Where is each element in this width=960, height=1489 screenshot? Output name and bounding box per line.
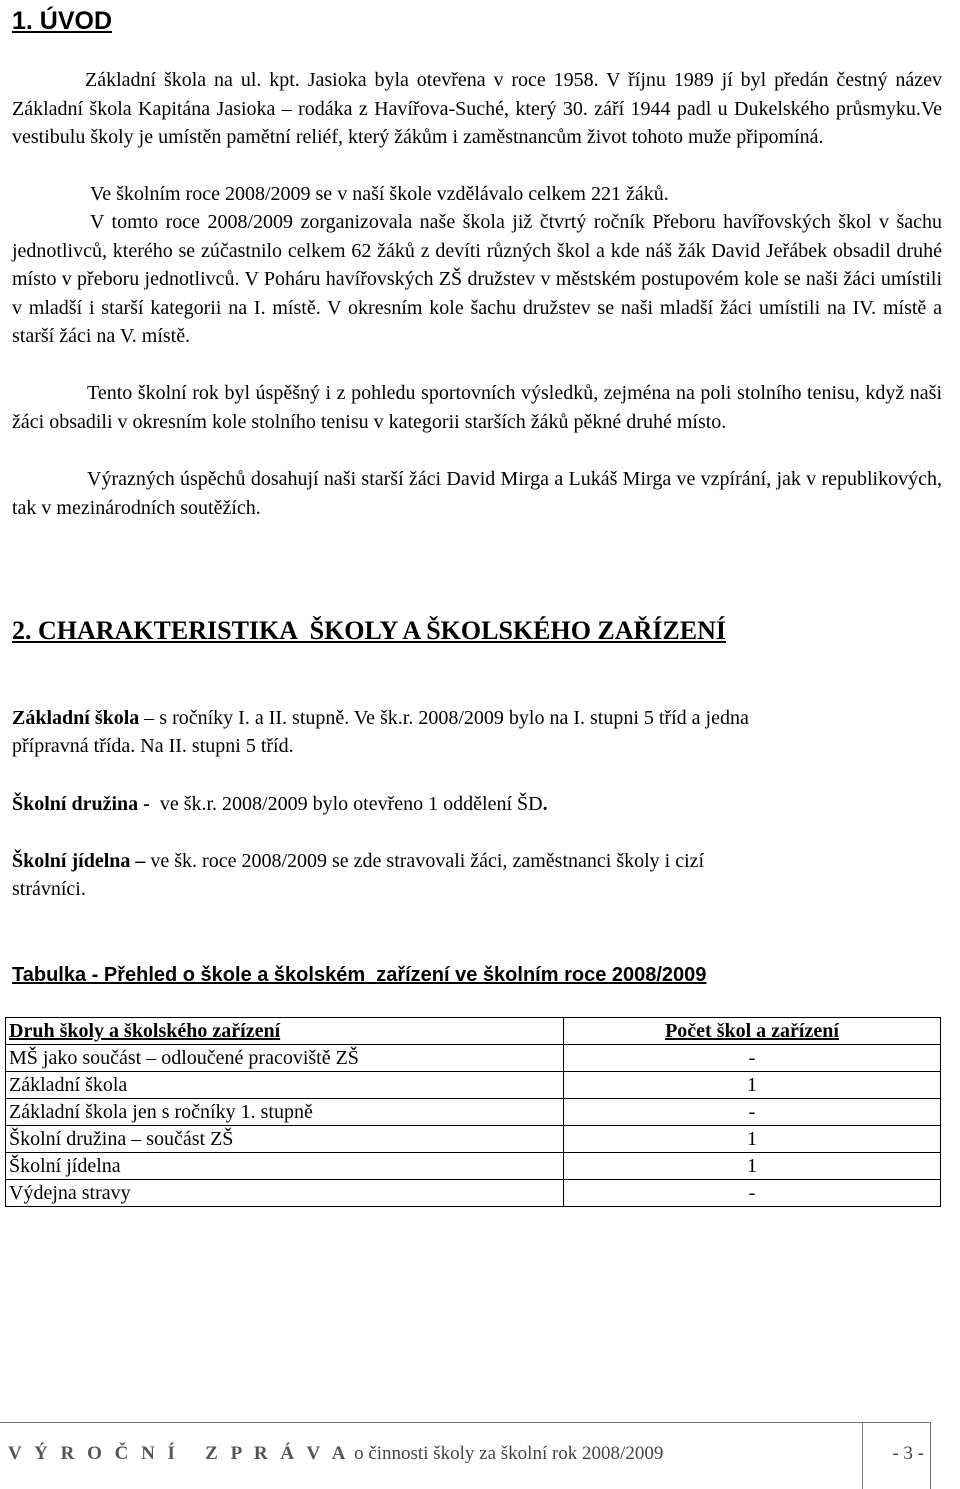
- table-caption: Tabulka - Přehled o škole a školském zařízení ve školním roce 2008/2009: [12, 964, 707, 986]
- schools-table: [5, 1017, 941, 1207]
- table-cell-type: Základní škola jen s ročníky 1. stupně: [6, 1099, 564, 1126]
- table-cell-count: -: [564, 1180, 941, 1207]
- table-cell-type: MŠ jako součást – odloučené pracoviště ZŠ: [6, 1045, 564, 1072]
- table-cell-type: Základní škola: [6, 1072, 564, 1099]
- table-cell-count: 1: [564, 1072, 941, 1099]
- sport-paragraph: Tento školní rok byl úspěšný i z pohledu sportovních výsledků, zejména na poli stolního tenisu, když naši žáci obsadili v okresním kole stolního tenisu v kategorii starších žáků pěkné druhé místo.: [12, 382, 942, 433]
- table-row: [6, 1072, 941, 1099]
- table-cell-count: 1: [564, 1126, 941, 1153]
- sd-label: Školní družina -: [12, 793, 150, 815]
- page-number: - 3 -: [892, 1443, 924, 1464]
- footer-report-subtitle: o činnosti školy za školní rok 2008/2009: [349, 1443, 664, 1464]
- footer-report-label: V Ý R O Č N Í Z P R Á V A: [8, 1443, 350, 1464]
- table-cell-count: 1: [564, 1153, 941, 1180]
- table-cell-type: Výdejna stravy: [6, 1180, 564, 1207]
- page-footer: [0, 1422, 931, 1489]
- sj-line-2: strávníci.: [12, 878, 86, 900]
- section-1-title: 1. ÚVOD: [12, 7, 113, 35]
- table-header-type: Druh školy a školského zařízení: [6, 1018, 564, 1045]
- intro-paragraph: Základní škola na ul. kpt. Jasioka byla otevřena v roce 1958. V říjnu 1989 jí byl předán čestný název Základní škola Kapitána Jasioka – rodáka z Havířova-Suché, který 30. září 1944 padl u Dukelského průsmyku.Ve vestibulu školy je umístěn pamětní reliéf, který žákům i zaměstnancům život tohoto muže připomíná.: [12, 69, 942, 148]
- students-count-paragraph: Ve školním roce 2008/2009 se v naší škole vzdělávalo celkem 221 žáků.: [90, 183, 669, 205]
- zs-label: Základní škola: [12, 707, 140, 729]
- zs-line-2: přípravná třída. Na II. stupni 5 tříd.: [12, 735, 294, 757]
- table-cell-count: -: [564, 1045, 941, 1072]
- table-header-row: [6, 1018, 941, 1045]
- sj-text: ve šk. roce 2008/2009 se zde stravovali žáci, zaměstnanci školy i cizí: [145, 850, 705, 872]
- zs-line-1: [12, 704, 749, 732]
- table-header-count: Počet škol a zařízení: [564, 1018, 941, 1045]
- footer-divider: [862, 1423, 863, 1489]
- table-row: [6, 1099, 941, 1126]
- table-row: [6, 1180, 941, 1207]
- table-row: [6, 1126, 941, 1153]
- table-cell-count: -: [564, 1099, 941, 1126]
- table-row: [6, 1153, 941, 1180]
- table-cell-type: Školní družina – součást ZŠ: [6, 1126, 564, 1153]
- sj-label: Školní jídelna –: [12, 850, 146, 872]
- sd-text: ve šk.r. 2008/2009 bylo otevřeno 1 oddělení ŠD: [149, 793, 543, 815]
- section-2-title: 2. CHARAKTERISTIKA ŠKOLY A ŠKOLSKÉHO ZAŘÍZENÍ: [12, 616, 727, 645]
- table-cell-type: Školní jídelna: [6, 1153, 564, 1180]
- chess-paragraph: V tomto roce 2008/2009 zorganizovala naše škola již čtvrtý ročník Přeboru havířovských škol v šachu jednotlivců, kterého se zúčastnilo celkem 62 žáků z devíti různých škol a kde náš žák David Jeřábek obsadil druhé místo v přeboru jednotlivců. V Poháru havířovských ZŠ družstev v městském postupovém kole se naši žáci umístili v mladší i starší kategorii na I. místě. V okresním kole šachu družstev se naši mladší žáci umístili na IV. místě a starší žáci na V. místě.: [12, 211, 942, 347]
- sd-dot: .: [542, 793, 548, 815]
- weightlifting-paragraph: Výrazných úspěchů dosahují naši starší žáci David Mirga a Lukáš Mirga ve vzpírání, jak v republikových, tak v mezinárodních soutěžích.: [12, 468, 942, 519]
- table-row: [6, 1045, 941, 1072]
- sd-line: [12, 790, 548, 818]
- sj-line-1: [12, 847, 704, 875]
- zs-text: – s ročníky I. a II. stupně. Ve šk.r. 2008/2009 bylo na I. stupni 5 tříd a jedna: [139, 707, 749, 729]
- footer-title: [8, 1443, 663, 1465]
